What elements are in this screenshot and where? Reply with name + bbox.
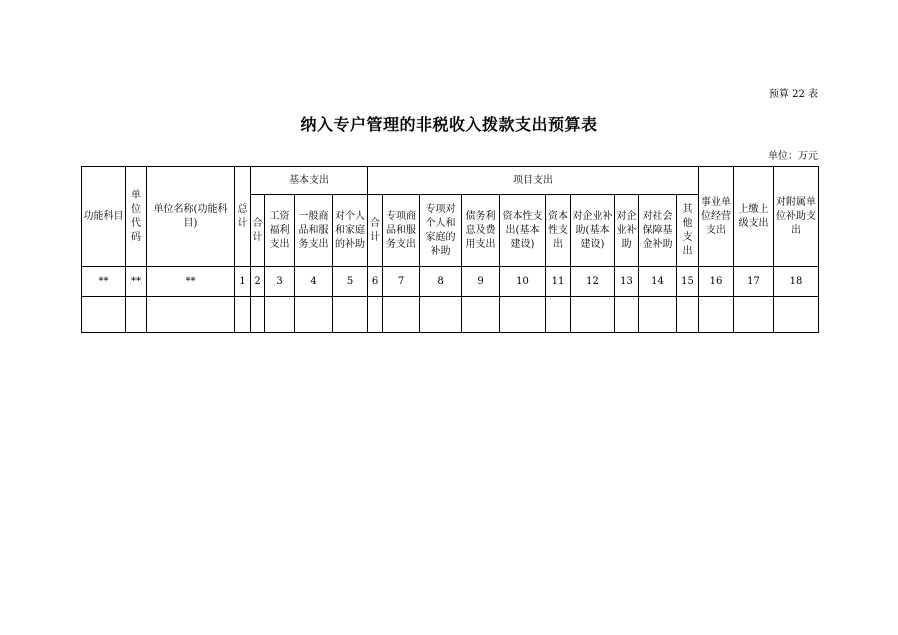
table-cell[interactable] [82, 297, 126, 333]
header-enterprise: 对企业补助 [615, 195, 639, 267]
table-cell[interactable] [368, 297, 383, 333]
header-upper-payment: 上缴上级支出 [734, 167, 774, 267]
table-cell[interactable] [126, 297, 147, 333]
table-cell: 10 [500, 267, 546, 297]
table-cell: 9 [462, 267, 500, 297]
group-basic-expenditure: 基本支出 [251, 167, 368, 195]
header-project-subtotal-text: 合计 [370, 217, 380, 243]
header-basic-subtotal [251, 195, 265, 267]
table-cell: 17 [734, 267, 774, 297]
table-cell[interactable] [462, 297, 500, 333]
table-cell: ** [126, 267, 147, 297]
column-number-row [82, 267, 819, 297]
budget-table [81, 166, 819, 333]
header-total [235, 167, 251, 267]
table-cell: 1 [235, 267, 251, 297]
header-project-subtotal [368, 195, 383, 267]
header-debt-interest: 债务利息及费用支出 [462, 195, 500, 267]
page-title: 纳入专户管理的非税收入拨款支出预算表 [300, 115, 598, 134]
header-capital-basic: 资本性支出(基本建设) [500, 195, 546, 267]
table-cell: 14 [639, 267, 677, 297]
header-wages: 工资福利支出 [265, 195, 295, 267]
header-other-text: 其他支出 [682, 203, 693, 257]
header-enterprise-basic: 对企业补助(基本建设) [571, 195, 615, 267]
header-capital: 资本性支出 [546, 195, 571, 267]
table-cell: 6 [368, 267, 383, 297]
table-cell[interactable] [699, 297, 734, 333]
table-cell[interactable] [147, 297, 235, 333]
header-goods-services: 一般商品和服务支出 [295, 195, 333, 267]
table-cell: 15 [677, 267, 699, 297]
header-func-subject: 功能科目 [82, 167, 126, 267]
table-cell[interactable] [615, 297, 639, 333]
header-unit-code [126, 167, 147, 267]
header-social-security: 对社会保障基金补助 [639, 195, 677, 267]
table-cell[interactable] [420, 297, 462, 333]
header-other [677, 195, 699, 267]
table-cell[interactable] [639, 297, 677, 333]
table-cell[interactable] [383, 297, 420, 333]
table-cell[interactable] [546, 297, 571, 333]
table-cell: ** [147, 267, 235, 297]
table-cell[interactable] [295, 297, 333, 333]
table-cell[interactable] [251, 297, 265, 333]
table-cell: 16 [699, 267, 734, 297]
table-cell[interactable] [734, 297, 774, 333]
form-number: 预算 22 表 [768, 89, 818, 100]
table-cell: 2 [251, 267, 265, 297]
header-operation: 事业单位经营支出 [699, 167, 734, 267]
table-cell: 5 [333, 267, 368, 297]
header-personal: 对个人和家庭的补助 [333, 195, 368, 267]
table-cell[interactable] [265, 297, 295, 333]
group-project-expenditure: 项目支出 [368, 167, 699, 195]
table-cell: 12 [571, 267, 615, 297]
table-cell: ** [82, 267, 126, 297]
table-cell[interactable] [774, 297, 819, 333]
header-basic-subtotal-text: 合计 [252, 217, 263, 243]
table-cell: 13 [615, 267, 639, 297]
table-cell[interactable] [677, 297, 699, 333]
table-cell: 4 [295, 267, 333, 297]
table-cell: 3 [265, 267, 295, 297]
header-special-goods: 专项商品和服务支出 [383, 195, 420, 267]
table-cell: 7 [383, 267, 420, 297]
empty-data-row [82, 297, 819, 333]
table-cell[interactable] [333, 297, 368, 333]
table-cell: 11 [546, 267, 571, 297]
table-cell: 8 [420, 267, 462, 297]
unit-label: 单位：万元 [768, 151, 818, 162]
table-cell: 18 [774, 267, 819, 297]
header-group-row [82, 167, 819, 195]
table-cell[interactable] [235, 297, 251, 333]
table-cell[interactable] [500, 297, 546, 333]
header-unit-code-text: 单位代码 [131, 189, 141, 243]
header-total-text: 总计 [237, 203, 248, 229]
header-subsidiary: 对附属单位补助支出 [774, 167, 819, 267]
header-special-personal: 专项对个人和家庭的补助 [420, 195, 462, 267]
table-cell[interactable] [571, 297, 615, 333]
header-unit-name: 单位名称(功能科目) [147, 167, 235, 267]
